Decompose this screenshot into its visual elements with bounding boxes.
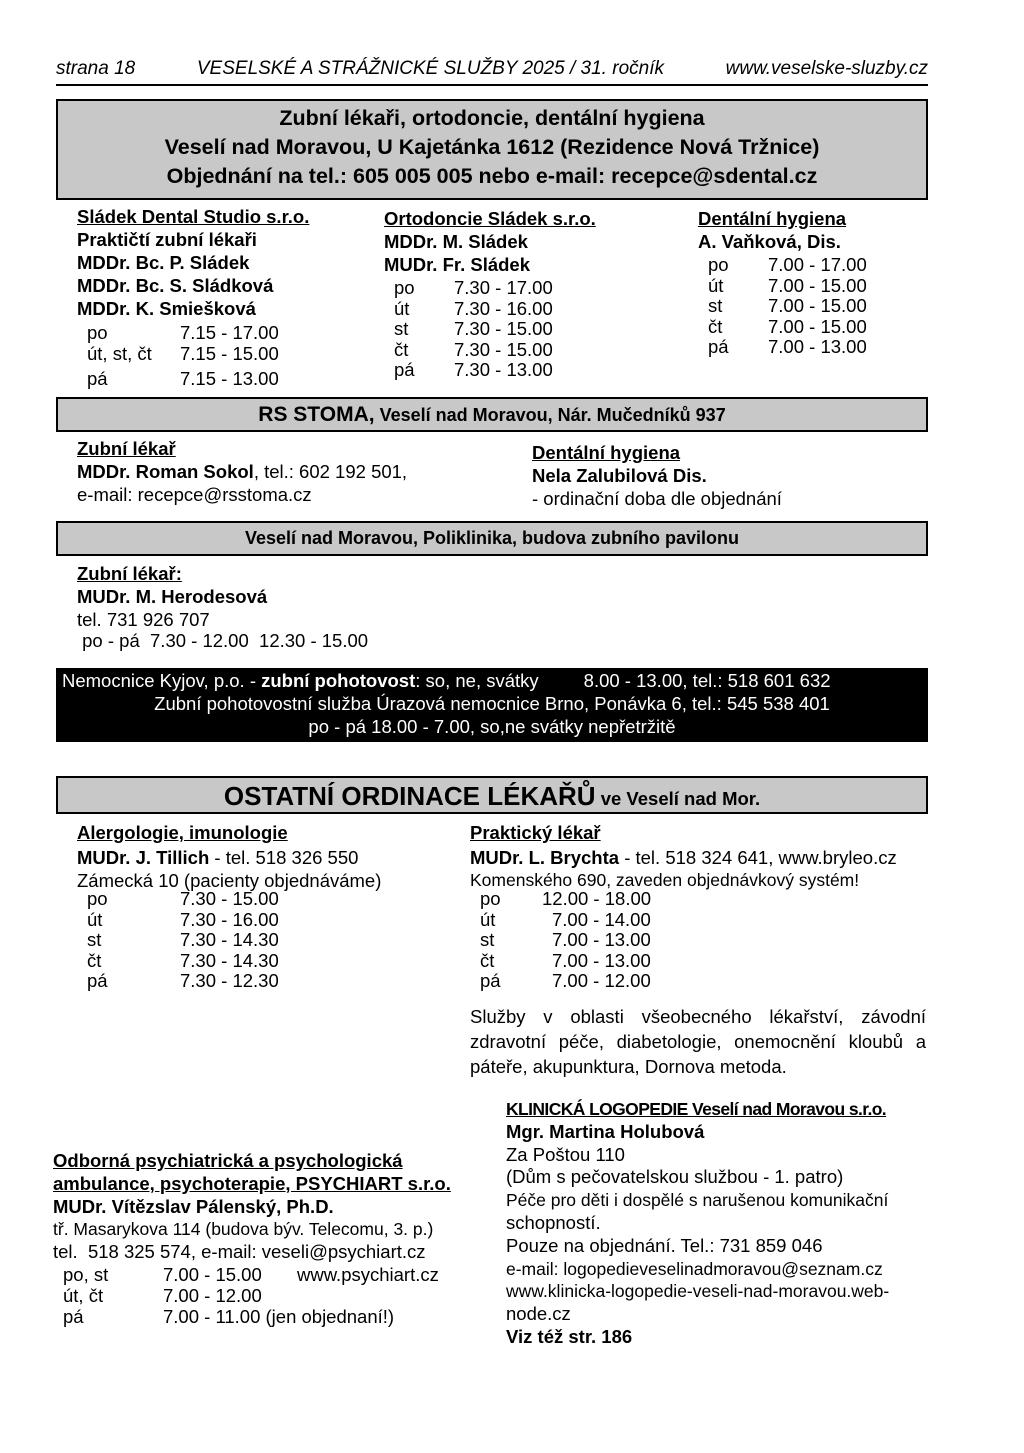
alergologie-address: Zámecká 10 (pacienty objednáváme) bbox=[77, 870, 382, 891]
hours-row: pá 7.00 - 11.00 (jen objednaní!) bbox=[63, 1305, 395, 1327]
psychiatrie-name: MUDr. Vítězslav Pálenský, Ph.D. bbox=[53, 1195, 334, 1217]
hours-row: pá 7.00 - 13.00 bbox=[708, 336, 867, 357]
poli-doctor-tel: tel. 731 926 707 bbox=[77, 609, 210, 630]
hours-row: po 7.00 - 17.00 bbox=[708, 254, 867, 275]
prakticky-services: Služby v oblasti všeobecného lékařství, závodní zdravotní péče, diabetologie, onemocnění kloubů a páteře, akupunktura, Dornova metoda. bbox=[470, 1005, 926, 1077]
hours-row: po 7.15 - 17.00 bbox=[87, 322, 279, 343]
sladek-studio-line: MDDr. K. Smiešková bbox=[77, 298, 256, 319]
hours-row: po 7.30 - 15.00 bbox=[87, 888, 279, 909]
logopedie-heading: KLINICKÁ LOGOPEDIE Veselí nad Moravou s.r.o. bbox=[506, 1099, 887, 1119]
stoma-hygiene-name: Nela Zalubilová Dis. bbox=[532, 465, 707, 486]
page-header bbox=[56, 58, 928, 80]
logopedie bbox=[506, 1098, 926, 1349]
stoma-doctor bbox=[77, 437, 517, 506]
hours-row: po 7.30 - 17.00 bbox=[394, 277, 553, 298]
sladek-studio-line: MDDr. Bc. S. Sládková bbox=[77, 275, 274, 296]
psychiatrie-heading2: ambulance, psychoterapie, PSYCHIART s.r.o. bbox=[53, 1172, 451, 1194]
hours-row: čt 7.00 - 15.00 bbox=[708, 315, 867, 337]
hours-row: st 7.30 - 15.00 bbox=[394, 318, 553, 339]
alergologie bbox=[77, 821, 467, 992]
rs-stoma-box bbox=[56, 397, 928, 432]
prakticky-heading: Praktický lékař bbox=[470, 822, 601, 843]
rs-stoma-address: Veselí nad Moravou, Nár. Mučedníků 937 bbox=[374, 405, 726, 425]
rs-stoma-name: RS STOMA, bbox=[258, 403, 375, 426]
stoma-hygiene bbox=[532, 441, 922, 510]
poli-doctor-name: MUDr. M. Herodesová bbox=[77, 586, 268, 607]
sladek-studio-line: MDDr. Bc. P. Sládek bbox=[77, 252, 250, 273]
stoma-hygiene-heading: Dentální hygiena bbox=[532, 442, 681, 463]
other-practices-title: OSTATNÍ ORDINACE LÉKAŘŮ bbox=[223, 781, 596, 811]
alergologie-tel: - tel. 518 326 550 bbox=[209, 847, 359, 868]
other-practices-box bbox=[56, 776, 928, 814]
poliklinika-box bbox=[56, 521, 928, 556]
stoma-hygiene-note: - ordinační doba dle objednání bbox=[532, 488, 782, 509]
ortodoncie-line: MUDr. Fr. Sládek bbox=[384, 254, 530, 275]
hours-row: út, st, čt 7.15 - 15.00 bbox=[87, 343, 279, 364]
psychiatrie-address: tř. Masarykova 114 (budova býv. Telecomu, 3. p.) bbox=[53, 1219, 434, 1240]
hours-row: pá 7.15 - 13.00 bbox=[87, 368, 279, 389]
logopedie-web: www.klinicka-logopedie-veseli-nad-moravou.web- bbox=[506, 1281, 890, 1302]
hours-row: út 7.30 - 16.00 bbox=[394, 297, 553, 319]
hours-row: čt 7.30 - 14.30 bbox=[87, 949, 279, 971]
logopedie-web-cont: node.cz bbox=[506, 1303, 571, 1325]
hours-row: pá 7.30 - 13.00 bbox=[394, 359, 553, 380]
header-rule bbox=[56, 84, 928, 86]
hours-row: st 7.00 - 13.00 bbox=[480, 929, 651, 950]
logopedie-line: Péče pro děti i dospělé s narušenou komunikační bbox=[506, 1190, 889, 1211]
sladek-studio-name: Sládek Dental Studio s.r.o. bbox=[77, 206, 310, 227]
hours-row: út 7.00 - 14.00 bbox=[480, 908, 651, 930]
poli-doctor-hours: po - pá 7.30 - 12.00 12.30 - 15.00 bbox=[77, 630, 369, 651]
stoma-doctor-heading: Zubní lékař bbox=[77, 438, 176, 459]
dental-hygiene-vankova bbox=[698, 207, 926, 358]
dental-box-line3: Objednání na tel.: 605 005 005 nebo e-mail: recepce@sdental.cz bbox=[166, 164, 818, 188]
psychiatrie-tel: tel. 518 325 574, e-mail: veseli@psychiart.cz bbox=[53, 1241, 426, 1263]
hours-row: út, čt 7.00 - 12.00 bbox=[63, 1284, 262, 1306]
sladek-studio bbox=[77, 205, 377, 389]
alergologie-name: MUDr. J. Tillich bbox=[77, 847, 210, 868]
ortodoncie bbox=[384, 207, 674, 381]
hours-row: čt 7.30 - 15.00 bbox=[394, 338, 553, 360]
hours-row: út 7.30 - 16.00 bbox=[87, 908, 279, 930]
logopedie-see-also: Viz též str. 186 bbox=[506, 1325, 633, 1347]
hours-row: pá 7.30 - 12.30 bbox=[87, 970, 279, 991]
logopedie-email: e-mail: logopedieveselinadmoravou@seznam.cz bbox=[506, 1258, 883, 1279]
psychiatrie bbox=[53, 1150, 493, 1327]
stoma-doctor-email: e-mail: recepce@rsstoma.cz bbox=[77, 484, 312, 505]
hours-row: po, st 7.00 - 15.00 www.psychiart.cz bbox=[63, 1263, 439, 1285]
dental-box-line2: Veselí nad Moravou, U Kajetánka 1612 (Rezidence Nová Tržnice) bbox=[164, 135, 820, 159]
emergency-line3: po - pá 18.00 - 7.00, so,ne svátky nepřetržitě bbox=[308, 716, 676, 737]
logopedie-line: Za Poštou 110 bbox=[506, 1143, 625, 1165]
hours-row: st 7.30 - 14.30 bbox=[87, 929, 279, 950]
emergency-line1: Nemocnice Kyjov, p.o. - zubní pohotovost: so, ne, svátky 8.00 - 13.00, tel.: 518 601 632 bbox=[62, 670, 831, 691]
logopedie-line: schopností. bbox=[506, 1211, 601, 1233]
emergency-block bbox=[56, 668, 928, 742]
prakticky-address: Komenského 690, zaveden objednávkový systém! bbox=[470, 870, 860, 890]
stoma-doctor-name: MDDr. Roman Sokol bbox=[77, 461, 254, 482]
hygiene-person: A. Vaňková, Dis. bbox=[698, 231, 841, 252]
dental-section-box bbox=[56, 99, 928, 200]
poli-doctor-heading: Zubní lékař: bbox=[77, 563, 182, 584]
psychiatrie-heading1: Odborná psychiatrická a psychologická bbox=[53, 1150, 403, 1171]
prakticky-lekar bbox=[470, 821, 926, 1079]
other-practices-subtitle: ve Veselí nad Mor. bbox=[595, 788, 761, 809]
stoma-doctor-tel: , tel.: 602 192 501, bbox=[253, 461, 408, 482]
hours-row: pá 7.00 - 12.00 bbox=[480, 970, 651, 991]
logopedie-line: (Dům s pečovatelskou službou - 1. patro) bbox=[506, 1166, 844, 1188]
ortodoncie-name: Ortodoncie Sládek s.r.o. bbox=[384, 208, 596, 229]
alergologie-heading: Alergologie, imunologie bbox=[77, 822, 288, 843]
poli-doctor bbox=[77, 562, 477, 652]
hours-row: po 12.00 - 18.00 bbox=[480, 888, 652, 909]
dental-box-line1: Zubní lékaři, ortodoncie, dentální hygiena bbox=[279, 106, 705, 130]
logopedie-line: Pouze na objednání. Tel.: 731 859 046 bbox=[506, 1234, 823, 1256]
hygiene-heading: Dentální hygiena bbox=[698, 208, 847, 229]
prakticky-name: MUDr. L. Brychta bbox=[470, 847, 620, 868]
sladek-studio-line: Praktičtí zubní lékaři bbox=[77, 229, 257, 250]
ortodoncie-line: MDDr. M. Sládek bbox=[384, 231, 528, 252]
prakticky-tel: - tel. 518 324 641, www.bryleo.cz bbox=[619, 847, 897, 868]
hours-row: st 7.00 - 15.00 bbox=[708, 295, 867, 316]
publication-title: VESELSKÉ A STRÁŽNICKÉ SLUŽBY 2025 / 31. ročník bbox=[196, 58, 664, 79]
poliklinika-text: Veselí nad Moravou, Poliklinika, budova zubního pavilonu bbox=[244, 528, 740, 548]
logopedie-name: Mgr. Martina Holubová bbox=[506, 1120, 705, 1142]
hours-row: čt 7.00 - 13.00 bbox=[480, 949, 651, 971]
publication-web: www.veselske-sluzby.cz bbox=[725, 58, 928, 79]
page-number: strana 18 bbox=[56, 58, 136, 79]
emergency-line2: Zubní pohotovostní služba Úrazová nemocnice Brno, Ponávka 6, tel.: 545 538 401 bbox=[154, 693, 830, 714]
hours-row: út 7.00 - 15.00 bbox=[708, 274, 867, 296]
